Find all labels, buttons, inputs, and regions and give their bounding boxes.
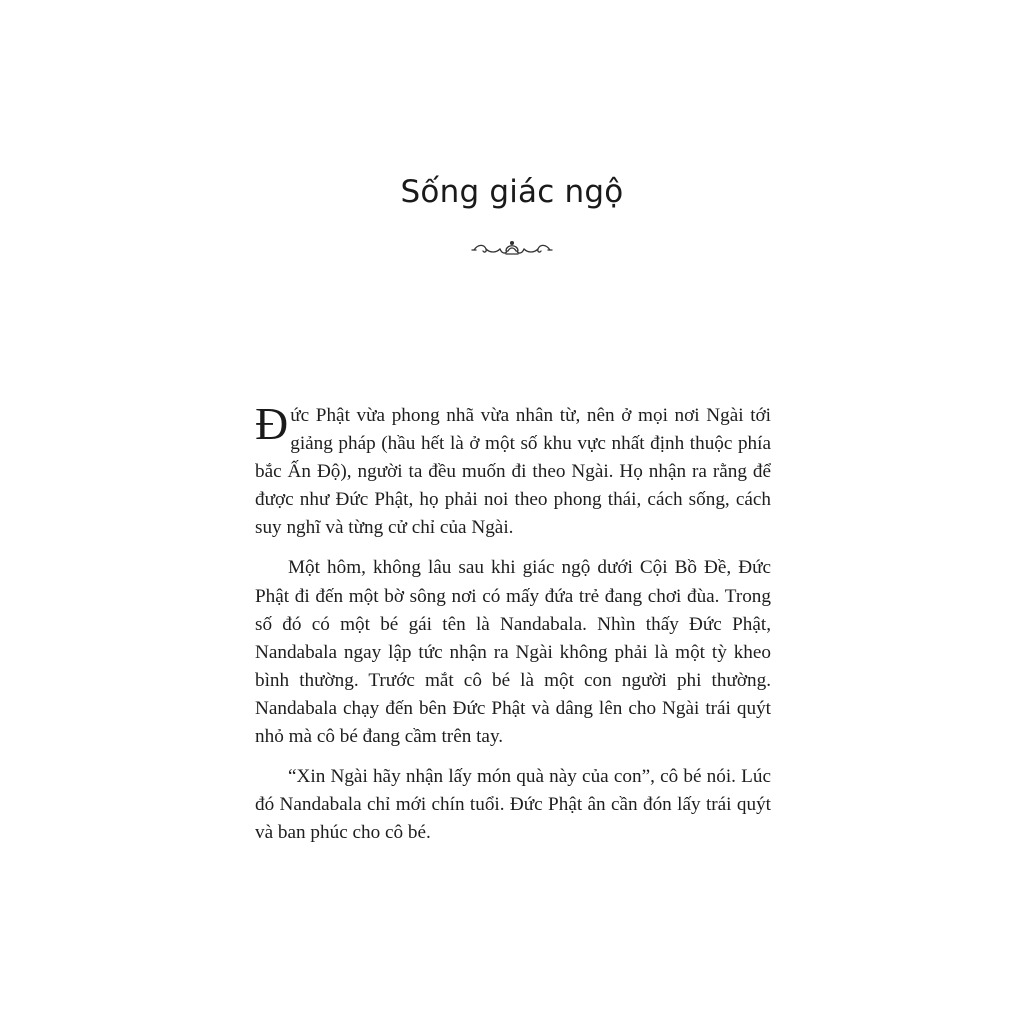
drop-cap: Đ bbox=[255, 398, 289, 449]
paragraph-3: “Xin Ngài hãy nhận lấy món quà này của con”, cô bé nói. Lúc đó Nandabala chỉ mới chín tuổi. Đức Phật ân cần đón lấy trái quýt và ban phúc cho cô bé. bbox=[255, 766, 771, 844]
chapter-body bbox=[255, 398, 771, 859]
floral-divider-icon bbox=[470, 238, 554, 260]
paragraph-2: Một hôm, không lâu sau khi giác ngộ dưới Cội Bồ Đề, Đức Phật đi đến một bờ sông nơi có mấy đứa trẻ đang chơi đùa. Trong số đó có một bé gái tên là Nandabala. Nhìn thấy Đức Phật, Nandabala ngay lập tức nhận ra Ngài không phải là một tỳ kheo bình thường. Trước mắt cô bé là một con người phi thường. Nandabala chạy đến bên Đức Phật và dâng lên cho Ngài trái quýt nhỏ mà cô bé đang cầm trên tay. bbox=[255, 557, 771, 748]
chapter-title: Sống giác ngộ bbox=[400, 174, 624, 210]
paragraph-1-text: ức Phật vừa phong nhã vừa nhân từ, nên ở mọi nơi Ngài tới giảng pháp (hầu hết là ở một số khu vực nhất định thuộc phía bắc Ấn Độ), người ta đều muốn đi theo Ngài. Họ nhận ra rằng để được như Đức Phật, họ phải noi theo phong thái, cách sống, cách suy nghĩ và từng cử chỉ của Ngài. bbox=[255, 405, 771, 539]
paragraph-1 bbox=[255, 398, 771, 542]
